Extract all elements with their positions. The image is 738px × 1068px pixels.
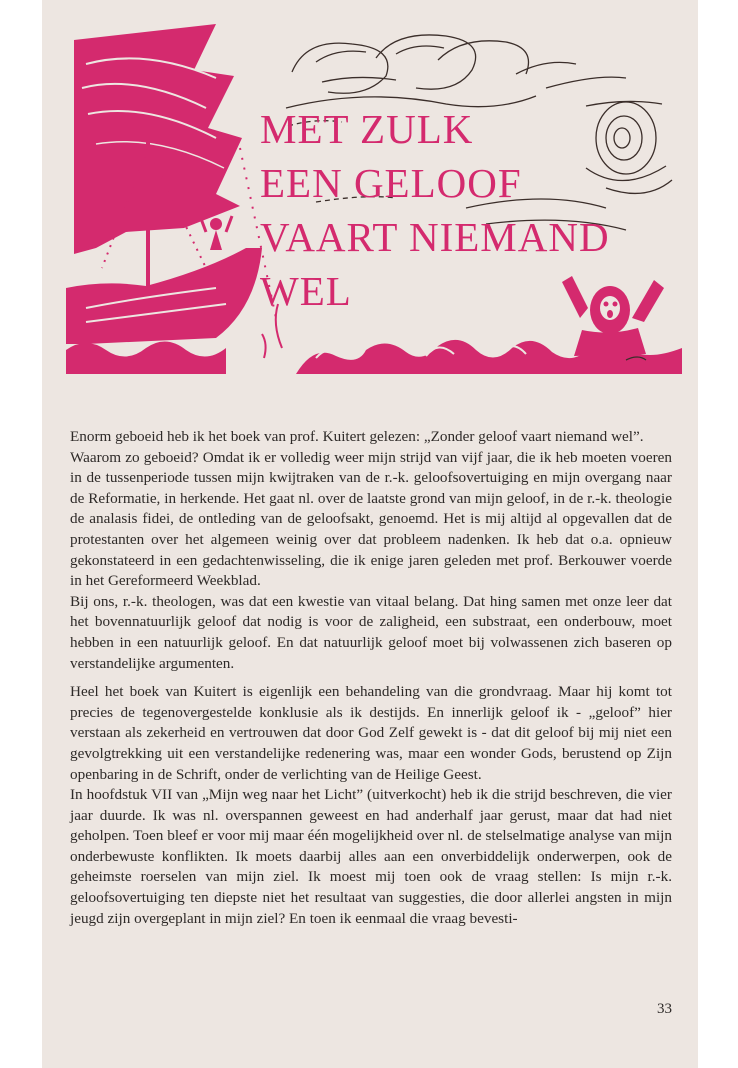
paragraph-1: Enorm geboeid heb ik het boek van prof. Kuitert gelezen: „Zonder geloof vaart niemand wel”.	[70, 428, 644, 445]
title-line-1: MET ZULK	[260, 106, 474, 152]
page-number: 33	[657, 1001, 672, 1017]
paragraph-5: In hoofdstuk VII van „Mijn weg naar het Licht” (uitverkocht) heb ik die strijd beschreven, die vier jaar duurde. Ik was nl. overspannen geweest en had anderhalf jaar gerust, maar dat had niet geholpen. Toen bleef er voor mij maar één mogelijkheid over nl. de stelselmatige analyse van mijn onderbewuste konflikten. Ik moets daarbij alles aan een onverbiddelijk onderwerpen, ook de geheimste roerselen van mijn ziel. Ik moest mij toen ook de vraag stellen: Is mijn r.-k. geloofsovertuiging ten diepste niet het resultaat van suggesties, die door allerlei angsten in mijn jeugd zijn overgeplant in mijn ziel? En toen ik eenmaal die vraag bevesti-	[70, 786, 672, 927]
page-title	[260, 102, 640, 318]
title-line-3: VAART NIEMAND	[260, 214, 610, 260]
book-page	[42, 0, 698, 1068]
title-line-2: EEN GELOOF	[260, 160, 522, 206]
paragraph-2: Waarom zo geboeid? Omdat ik er volledig weer mijn strijd van vijf jaar, die ik heb moeten voeren in de tussenperiode tussen mijn kwijtraken van de r.-k. geloofsovertuiging en mijn overgang naar de Reformatie, in herkende. Het gaat nl. over de laatste grond van mijn geloof, in de r.-k. theologie de analasis fidei, de ontleding van de geloofsakt, genoemd. Het is mij altijd al opgevallen dat de protestanten over het algemeen weinig over dat probleem nadenken. Ik heb dat o.a. opnieuw gekonstateerd in een gedachtenwisseling, die ik enige jaren geleden met prof. Berkouwer voerde in het Gereformeerd Weekblad.	[70, 448, 672, 590]
article-body	[70, 427, 672, 929]
paragraph-4: Heel het boek van Kuitert is eigenlijk een behandeling van die grondvraag. Maar hij komt tot precies de tegenovergestelde konklusie als ik destijds. En innerlijk geloof ik - „geloof” hier verstaan als zekerheid en vertrouwen dat door God Zelf gewekt is - dat dit geloof bij mij niet een gevolgtrekking uit een verstandelijke redenering was, maar een wonder Gods, berustend op Zijn openbaring in de Schrift, onder de verlichting van de Heilige Geest.	[70, 683, 672, 783]
illustrator-signature: HZ	[654, 354, 668, 365]
title-line-4: WEL	[260, 268, 352, 314]
paragraph-3: Bij ons, r.-k. theologen, was dat een kwestie van vitaal belang. Dat hing samen met onze leer dat het bovennatuurlijk geloof dat nodig is voor de zaligheid, een substraat, een onderbouw, moet hebben in een natuurlijk geloof. En dat natuurlijk geloof moet bij volwassenen zich baseren op verstandelijke argumenten.	[70, 592, 672, 672]
